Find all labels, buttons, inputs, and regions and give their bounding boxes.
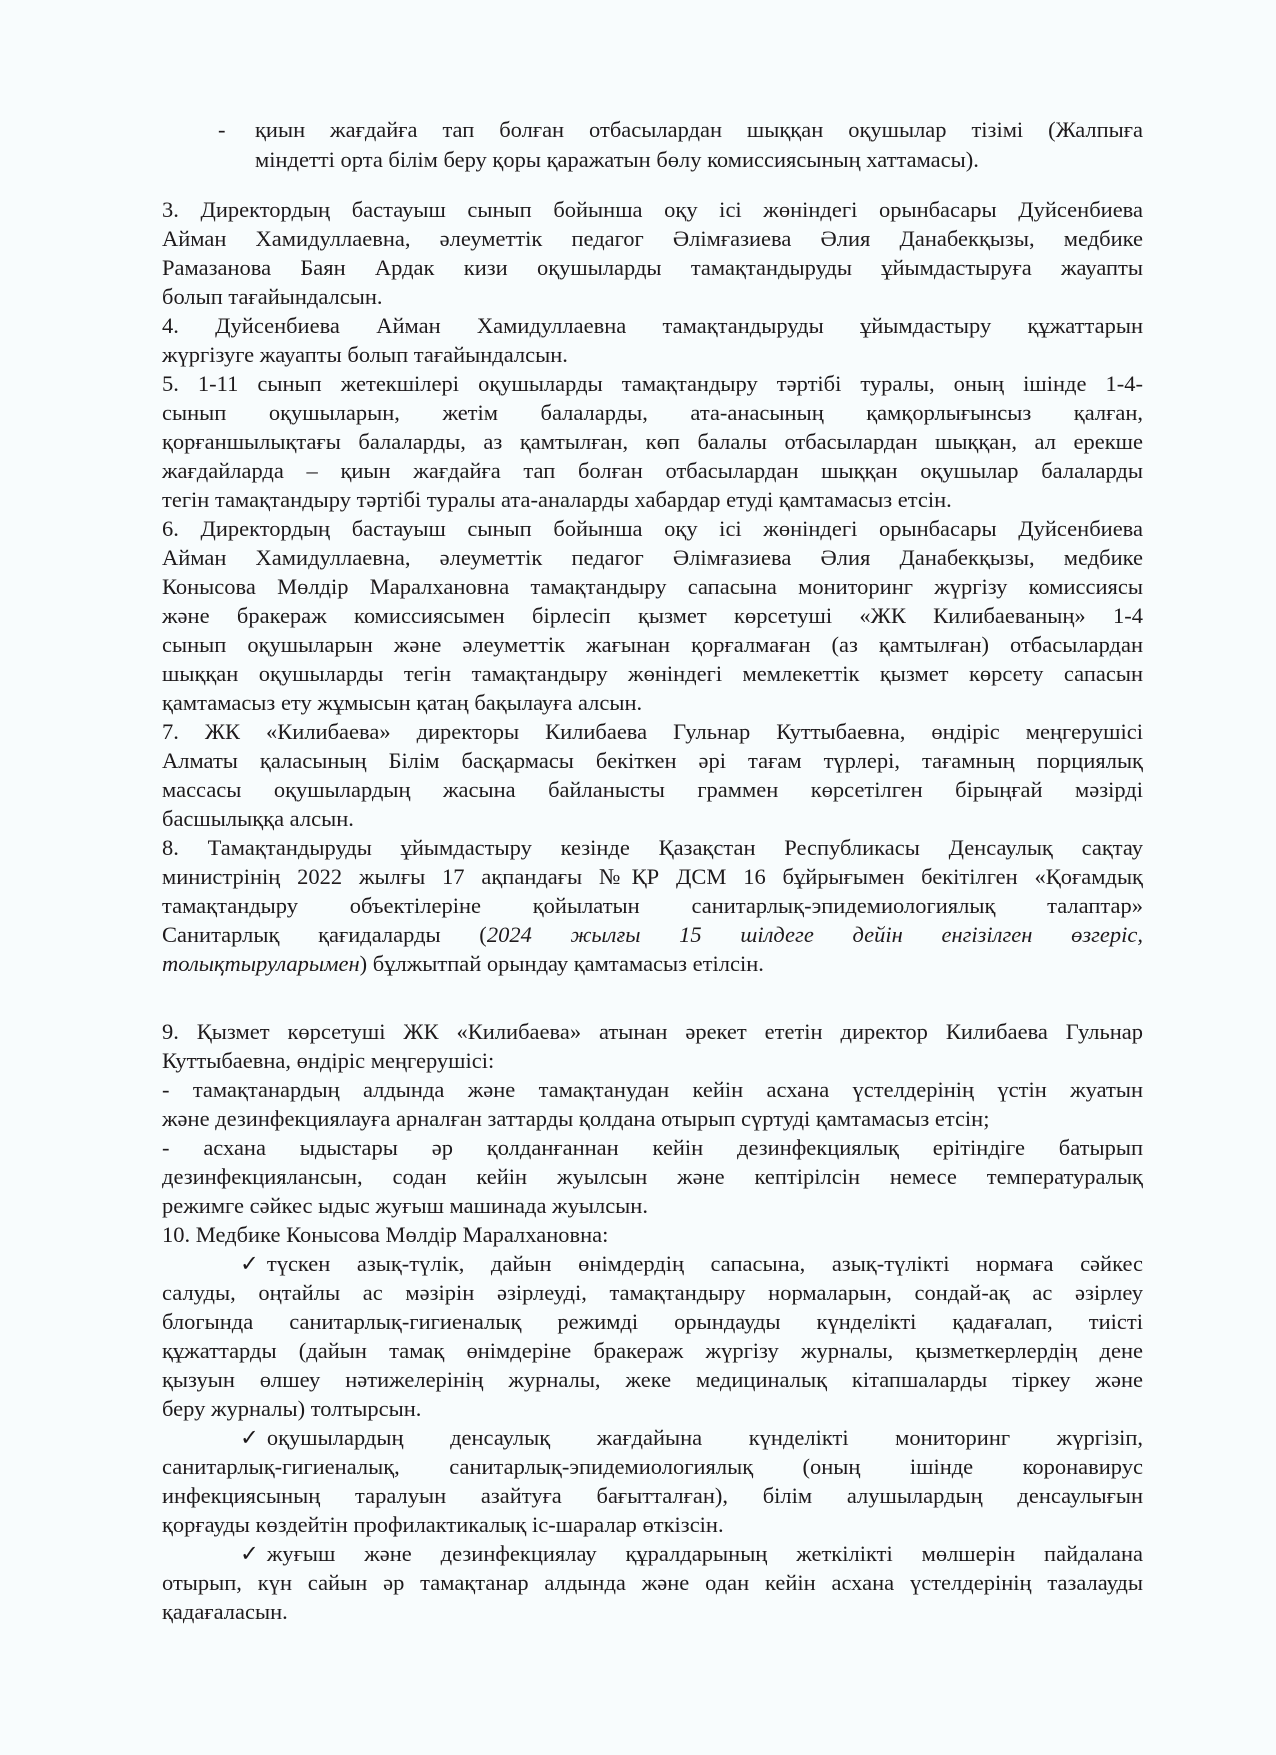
text-line: сынып оқушыларын, жетім балаларды, ата-анасының қамқорлығынсыз қалған, xyxy=(162,400,1143,425)
text-line: 3. Директордың бастауыш сынып бойынша оқу ісі жөніндегі орынбасары Дуйсенбиева xyxy=(162,197,1143,222)
check-icon: ✓ xyxy=(240,1251,259,1276)
text-segment: Санитарлық қағидаларды ( xyxy=(162,922,487,947)
text-line: жағдайларда – қиын жағдайға тап болған отбасылардан шыққан оқушылар балаларды xyxy=(162,458,1143,483)
text-segment: жуғыш және дезинфекциялау құралдарының жеткілікті мөлшерін пайдалана xyxy=(266,1541,1143,1566)
check-icon: ✓ xyxy=(240,1541,259,1566)
text-line: 7. ЖК «Килибаева» директоры Килибаева Гульнар Куттыбаевна, өндіріс меңгерушісі xyxy=(162,719,1143,744)
italic-segment: 2024 жылғы 15 шілдеге дейін енгізілген өзгеріс, xyxy=(486,922,1143,947)
text-line: Куттыбаевна, өндіріс меңгерушісі: xyxy=(162,1048,495,1073)
check-icon: ✓ xyxy=(240,1425,259,1450)
text-line: министрінің 2022 жылғы 17 ақпандағы №ҚР ДСМ 16 бұйрығымен бекітілген «Қоғамдық xyxy=(162,864,1143,889)
text-line: жүргізуге жауапты болып тағайындалсын. xyxy=(162,342,568,367)
text-line: - тамақтанардың алдында және тамақтанудан кейін асхана үстелдерінің үстін жуатын xyxy=(162,1077,1143,1102)
text-line: санитарлық-гигиеналық, санитарлық-эпидемиологиялық (оның ішінде коронавирус xyxy=(162,1454,1143,1479)
text-line: 8. Тамақтандыруды ұйымдастыру кезінде Қазақстан Республикасы Денсаулық сақтау xyxy=(162,835,1143,860)
text-segment: оқушылардың денсаулық жағдайына күнделікті мониторинг жүргізіп, xyxy=(266,1425,1143,1450)
italic-segment: толықтыруларымен xyxy=(162,951,360,976)
text-line: дезинфекциялансын, содан кейін жуылсын және кептірілсін немесе температуралық xyxy=(162,1164,1143,1189)
text-line: қорғаншылықтағы балаларды, аз қамтылған, көп балалы отбасылардан шыққан, ал ерекше xyxy=(162,429,1143,454)
text-line: режимге сәйкес ыдыс жуғыш машинада жуылсын. xyxy=(162,1193,648,1218)
text-line: тегін тамақтандыру тәртібі туралы ата-аналарды хабардар етуді қамтамасыз етсін. xyxy=(162,487,952,512)
text-line xyxy=(240,1539,1143,1569)
bullet-line: қиын жағдайға тап болған отбасылардан шыққан оқушылар тізімі (Жалпыға xyxy=(255,117,1143,142)
text-line: 9. Қызмет көрсетуші ЖК «Килибаева» атынан әрекет ететін директор Килибаева Гульнар xyxy=(162,1019,1143,1044)
text-line: басшылыққа алсын. xyxy=(162,806,354,831)
text-line: шыққан оқушыларды тегін тамақтандыру жөніндегі мемлекеттік қызмет көрсету сапасын xyxy=(162,661,1143,686)
text-line xyxy=(162,949,1143,979)
text-line: және бракераж комиссиясымен бірлесіп қызмет көрсетуші «ЖК Килибаеваның» 1-4 xyxy=(162,603,1143,628)
text-line: 4. Дуйсенбиева Айман Хамидуллаевна тамақтандыруды ұйымдастыру құжаттарын xyxy=(162,313,1143,338)
text-line: және дезинфекциялауға арналған заттарды қолдана отырып сүртуді қамтамасыз етсін; xyxy=(162,1106,990,1131)
bullet-line: міндетті орта білім беру қоры қаражатын бөлу комиссиясының хаттамасы). xyxy=(255,147,979,172)
text-line: - асхана ыдыстары әр қолданғаннан кейін дезинфекциялық ерітіндіге батырып xyxy=(162,1135,1143,1160)
text-line: қамтамасыз ету жұмысын қатаң бақылауға алсын. xyxy=(162,690,643,715)
text-line xyxy=(240,1249,1143,1279)
bullet-dash: - xyxy=(218,117,226,142)
text-line: 5. 1-11 сынып жетекшілері оқушыларды тамақтандыру тәртібі туралы, оның ішінде 1-4- xyxy=(162,371,1143,396)
text-line: блогында санитарлық-гигиеналық режимді орындауды күнделікті қадағалап, тиісті xyxy=(162,1309,1143,1334)
text-line: құжаттарды (дайын тамақ өнімдеріне бракераж жүргізу журналы, қызметкерлердің дене xyxy=(162,1338,1143,1363)
text-line: салуды, оңтайлы ас мәзірін әзірлеуді, тамақтандыру нормаларын, сондай-ақ ас әзірлеу xyxy=(162,1280,1143,1305)
text-line: отырып, күн сайын әр тамақтанар алдында және одан кейін асхана үстелдерінің тазалауды xyxy=(162,1570,1143,1595)
text-line: Айман Хамидуллаевна, әлеуметтік педагог Әлімғазиева Әлия Данабекқызы, медбике xyxy=(162,545,1143,570)
text-line: қорғауды көздейтін профилактикалық іс-шаралар өткізсін. xyxy=(162,1512,724,1537)
text-line: болып тағайындалсын. xyxy=(162,284,383,309)
text-line: массасы оқушылардың жасына байланысты граммен көрсетілген бірыңғай мәзірді xyxy=(162,777,1143,802)
text-line: беру журналы) толтырсын. xyxy=(162,1396,422,1421)
text-line: Конысова Мөлдір Маралхановна тамақтандыру сапасына мониторинг жүргізу комиссиясы xyxy=(162,574,1143,599)
text-segment: ) бұлжытпай орындау қамтамасыз етілсін. xyxy=(359,951,764,976)
text-line: тамақтандыру объектілеріне қойылатын санитарлық-эпидемиологиялық талаптар» xyxy=(162,893,1143,918)
text-line: қадағаласын. xyxy=(162,1599,288,1624)
text-line: қызуын өлшеу нәтижелерінің журналы, жеке медициналық кітапшаларды тіркеу және xyxy=(162,1367,1143,1392)
text-line: сынып оқушыларын және әлеуметтік жағынан қорғалмаған (аз қамтылған) отбасылардан xyxy=(162,632,1143,657)
text-line: 6. Директордың бастауыш сынып бойынша оқу ісі жөніндегі орынбасары Дуйсенбиева xyxy=(162,516,1143,541)
text-line xyxy=(162,920,1143,950)
text-segment: түскен азық-түлік, дайын өнімдердің сапасына, азық-түлікті нормаға сәйкес xyxy=(266,1251,1143,1276)
text-line: инфекциясының таралуын азайтуға бағытталған), білім алушылардың денсаулығын xyxy=(162,1483,1143,1508)
text-line xyxy=(240,1423,1143,1453)
section-heading: 10. Медбике Конысова Мөлдір Маралхановна: xyxy=(162,1222,609,1247)
text-line: Рамазанова Баян Ардак кизи оқушыларды тамақтандыруды ұйымдастыруға жауапты xyxy=(162,255,1143,280)
text-line: Айман Хамидуллаевна, әлеуметтік педагог Әлімғазиева Әлия Данабекқызы, медбике xyxy=(162,226,1143,251)
text-line: Алматы қаласының Білім басқармасы бекіткен әрі тағам түрлері, тағамның порциялық xyxy=(162,748,1143,773)
